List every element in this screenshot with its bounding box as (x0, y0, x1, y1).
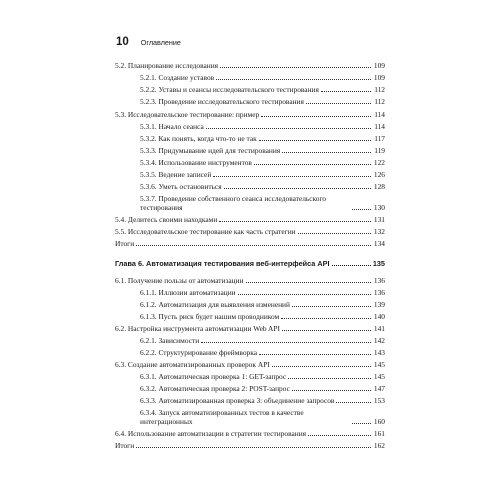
toc-entry-6-2[interactable] (115, 324, 385, 333)
toc-entry-title: 5.3. Исследовательское тестирование: пример (115, 110, 260, 119)
toc-entry-page: 131 (373, 215, 385, 224)
toc-entry-page: 132 (373, 227, 385, 236)
toc-entry-5-3-1[interactable] (140, 122, 385, 131)
toc-entry-title: Итоги (115, 441, 135, 450)
toc-entry-title: 6.1.3. Пусть риск будет нашим проводником (140, 312, 280, 321)
leader-dots (298, 233, 371, 234)
leader-dots (259, 140, 371, 141)
toc-entry-title: 5.3.3. Придумывание идей для тестирования (140, 146, 281, 155)
toc-entry-title: 6.1.1. Иллюзии автоматизации (140, 288, 236, 297)
leader-dots (216, 79, 371, 80)
toc-entry-title: Итоги (115, 239, 135, 248)
toc-entry-title: 5.3.7. Проведение собственного сеанса исследовательского тестирования (140, 194, 326, 212)
toc-entry-page: 161 (373, 429, 385, 438)
toc-entry-page: 145 (373, 360, 385, 369)
leader-dots (282, 152, 371, 153)
toc-entry-title: 5.3.2. Как понять, когда что-то не так (140, 134, 257, 143)
leader-dots (136, 245, 371, 246)
toc-entry-page: 128 (373, 182, 385, 191)
leader-dots (272, 366, 371, 367)
leader-dots (288, 378, 371, 379)
leader-dots (321, 91, 371, 92)
toc-entry-page: 112 (374, 85, 385, 94)
toc-entry-page: 147 (373, 384, 385, 393)
toc-entry-6-3-1[interactable] (140, 372, 385, 381)
toc-entry-5-3-5[interactable] (140, 170, 385, 179)
leader-dots (206, 128, 371, 129)
leader-dots (261, 116, 371, 117)
toc-entry-title: 6.3.3. Автоматизированная проверка 3: объединение запросов (140, 396, 335, 405)
leader-dots (254, 164, 371, 165)
toc-entry-6-3-4[interactable] (140, 408, 385, 426)
toc-entry-title: 5.3.1. Начало сеанса (140, 122, 204, 131)
toc-entry-6-3[interactable] (115, 360, 385, 369)
toc-entry-page: 160 (373, 417, 385, 426)
toc-entry-5-2-1[interactable] (140, 73, 385, 82)
toc-entry-page: 142 (373, 336, 385, 345)
toc-entry-title: 5.2.3. Проведение исследовательского тестирования (140, 97, 304, 106)
leader-dots (224, 188, 371, 189)
toc-entry-title: 6.3.2. Автоматическая проверка 2: POST-запрос (140, 384, 290, 393)
toc-entry-title: 6.3.1. Автоматическая проверка 1: GET-запрос (140, 372, 287, 381)
toc-entry-page: 136 (373, 288, 385, 297)
leader-dots (136, 447, 371, 448)
toc-entry-summary-6[interactable] (115, 441, 385, 450)
toc-entry-page: 122 (373, 158, 385, 167)
toc-entry-6-2-1[interactable] (140, 336, 385, 345)
toc-entry-5-2-3[interactable] (140, 97, 385, 106)
toc-entry-page: 162 (373, 441, 385, 450)
leader-dots (292, 390, 371, 391)
toc-entry-6-1-1[interactable] (140, 288, 385, 297)
toc-entry-title: 5.3.4. Использование инструментов (140, 158, 252, 167)
toc-entry-5-2[interactable] (115, 61, 385, 70)
toc-entry-page: 141 (373, 324, 385, 333)
leader-dots (352, 423, 371, 424)
toc-entry-6-3-2[interactable] (140, 384, 385, 393)
toc-entry-page: 119 (374, 146, 385, 155)
toc-entry-page: 114 (374, 110, 385, 119)
toc-entry-page: 139 (373, 300, 385, 309)
toc-entry-page: 145 (373, 372, 385, 381)
leader-dots (238, 294, 371, 295)
toc-entry-page: 153 (373, 396, 385, 405)
toc-entry-title: 5.2. Планирование исследования (115, 61, 219, 70)
toc-entry-title: 5.3.5. Ведение записей (140, 170, 212, 179)
toc-entry-title: 6.2.1. Зависимости (140, 336, 200, 345)
toc-entry-5-3-6[interactable] (140, 182, 385, 191)
toc-entry-5-3-7[interactable] (140, 194, 385, 212)
leader-dots (306, 103, 371, 104)
toc-entry-5-3-2[interactable] (140, 134, 385, 143)
leader-dots (352, 209, 371, 210)
leader-dots (246, 282, 371, 283)
toc-entry-6-3-3[interactable] (140, 396, 385, 405)
toc-entry-summary-5[interactable] (115, 239, 385, 248)
toc-entry-page: 109 (373, 73, 385, 82)
leader-dots (282, 330, 371, 331)
toc-entry-page: 109 (373, 61, 385, 70)
toc-entry-page: 126 (373, 170, 385, 179)
leader-dots (220, 67, 371, 68)
toc-chapter-title: Глава 6. Автоматизация тестирования веб-интерфейса API (115, 259, 330, 268)
leader-dots (332, 265, 371, 266)
toc-entry-5-4[interactable] (115, 215, 385, 224)
toc-chapter-6[interactable] (115, 259, 385, 268)
toc-entry-page: 143 (373, 348, 385, 357)
toc-entry-5-2-2[interactable] (140, 85, 385, 94)
leader-dots (292, 306, 371, 307)
toc-entry-title: 6.1. Получение пользы от автоматизации (115, 276, 244, 285)
toc-entry-title: 5.5. Исследовательское тестирование как часть стратегии (115, 227, 296, 236)
toc-entry-title: 6.2. Настройка инструмента автоматизации Web API (115, 324, 280, 333)
toc-entry-page: 114 (374, 122, 385, 131)
toc-entry-6-1-3[interactable] (140, 312, 385, 321)
toc-entry-title: 6.1.2. Автоматизация для выявления изменений (140, 300, 290, 309)
running-head (116, 36, 181, 48)
toc-entry-5-3-4[interactable] (140, 158, 385, 167)
running-title: Оглавление (140, 38, 181, 47)
leader-dots (281, 318, 371, 319)
toc-entry-title: 6.4. Использование автоматизации в стратегии тестирования (115, 429, 307, 438)
toc-entry-5-3[interactable] (115, 110, 385, 119)
toc-entry-title: 5.3.6. Уметь остановиться (140, 182, 222, 191)
toc-entry-title: 6.3. Создание автоматизированных проверок API (115, 360, 270, 369)
toc-entry-title: 6.3.4. Запуск автоматизированных тестов в качестве интеграционных (140, 408, 304, 426)
leader-dots (308, 435, 371, 436)
toc-entry-page: 130 (373, 203, 385, 212)
toc-entry-page: 117 (374, 134, 385, 143)
toc-entry-title: 5.2.1. Создание уставов (140, 73, 215, 82)
toc-entry-page: 134 (373, 239, 385, 248)
leader-dots (201, 342, 371, 343)
toc-entry-6-2-2[interactable] (140, 348, 385, 357)
leader-dots (213, 176, 371, 177)
toc-entry-page: 112 (374, 97, 385, 106)
toc-entry-5-3-3[interactable] (140, 146, 385, 155)
toc-entry-page: 140 (373, 312, 385, 321)
toc-entry-6-4[interactable] (115, 429, 385, 438)
toc-entry-title: 6.2.2. Структурирование фреймворка (140, 348, 257, 357)
toc-entry-6-1[interactable] (115, 276, 385, 285)
leader-dots (219, 221, 371, 222)
toc-entry-5-5[interactable] (115, 227, 385, 236)
toc-entry-page: 135 (372, 259, 385, 268)
leader-dots (259, 354, 371, 355)
leader-dots (336, 402, 371, 403)
toc-entry-title: 5.4. Делитесь своими находками (115, 215, 218, 224)
toc-entry-title: 5.2.2. Уставы и сеансы исследовательского тестирования (140, 85, 319, 94)
toc-entry-6-1-2[interactable] (140, 300, 385, 309)
page-number: 10 (116, 36, 129, 48)
toc-entry-page: 136 (373, 276, 385, 285)
